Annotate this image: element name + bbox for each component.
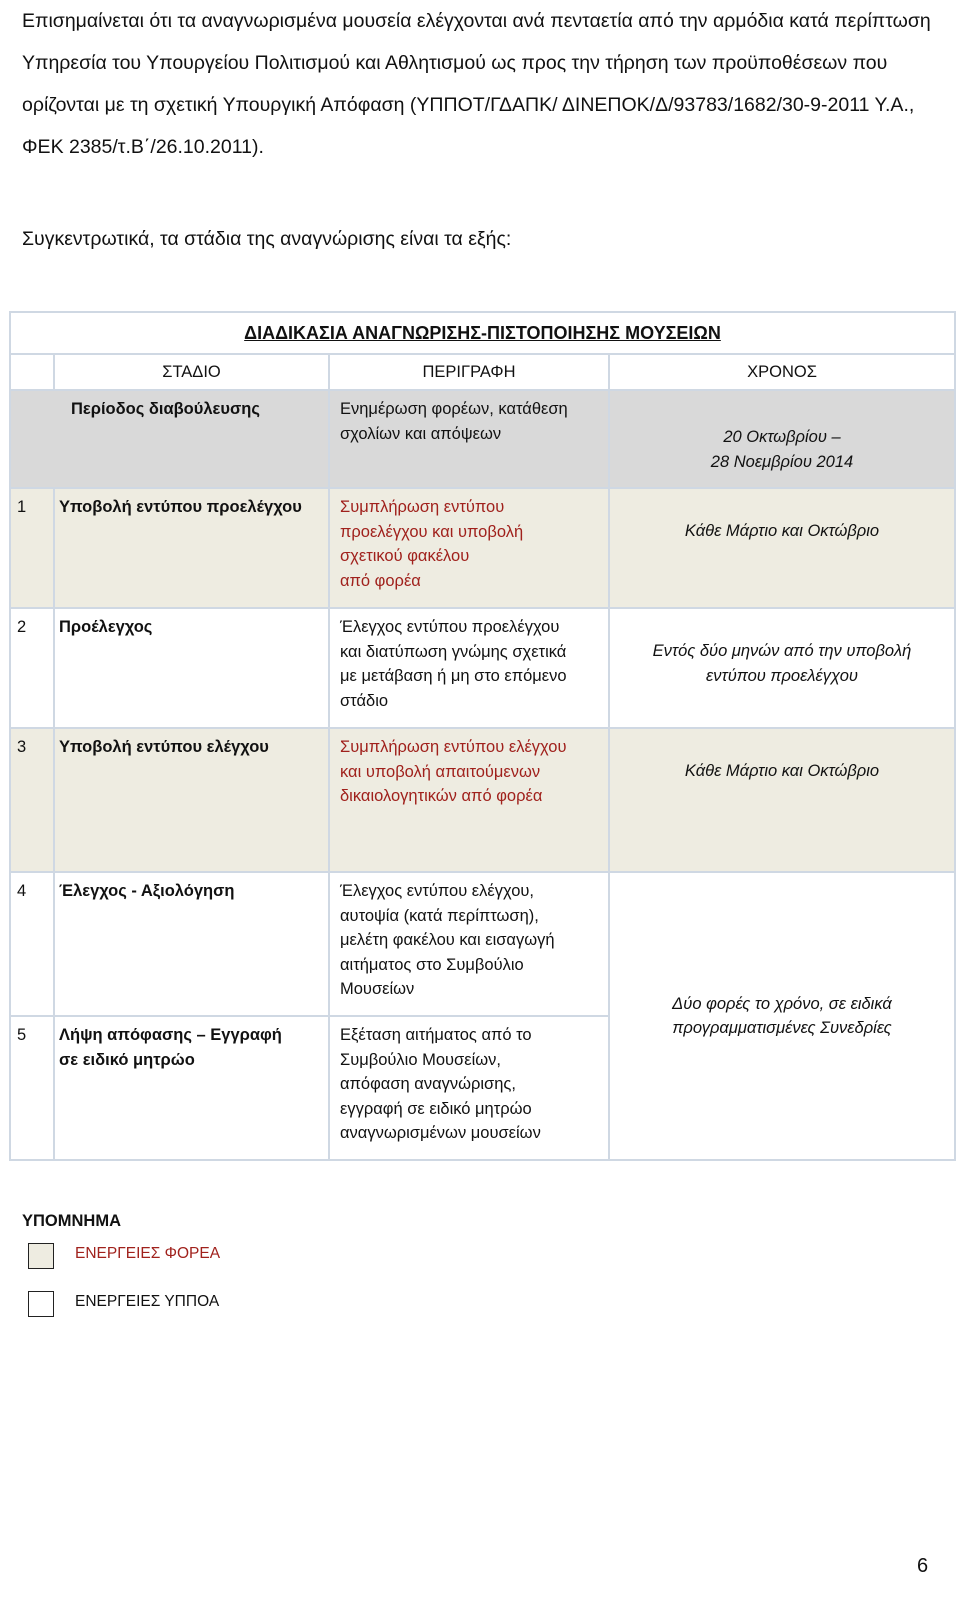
row-number: 4 (10, 872, 54, 1016)
header-description: ΠΕΡΙΓΡΑΦΗ (329, 354, 609, 390)
row-stage: Έλεγχος - Αξιολόγηση (54, 872, 329, 1016)
row-time: Εντός δύο μηνών από την υποβολή εντύπου προελέγχου (609, 608, 955, 728)
consultation-stage: Περίοδος διαβούλευσης (10, 390, 329, 488)
table-row (10, 728, 955, 872)
table-row (10, 872, 955, 1016)
legend-title: ΥΠΟΜΝΗΜΑ (22, 1212, 121, 1230)
row-description: Συμπλήρωση εντύπου ελέγχου και υποβολή απαιτούμενων δικαιολογητικών από φορέα (329, 728, 609, 872)
legend-swatch-foreas (28, 1243, 54, 1269)
row-time-shared: Δύο φορές το χρόνο, σε ειδικά προγραμματισμένες Συνεδρίες (609, 872, 955, 1160)
page-number: 6 (917, 1555, 929, 1577)
header-num (10, 354, 54, 390)
legend-swatch-yppoa (28, 1291, 54, 1317)
header-time: ΧΡΟΝΟΣ (609, 354, 955, 390)
museum-recognition-table (9, 311, 956, 1161)
table-title: ΔΙΑΔΙΚΑΣΙΑ ΑΝΑΓΝΩΡΙΣΗΣ-ΠΙΣΤΟΠΟΙΗΣΗΣ ΜΟΥΣΕΙΩΝ (10, 312, 955, 354)
row-description: Έλεγχος εντύπου προελέγχου και διατύπωση γνώμης σχετικά με μετάβαση ή μη στο επόμενο στάδιο (329, 608, 609, 728)
header-stage: ΣΤΑΔΙΟ (54, 354, 329, 390)
table-row (10, 488, 955, 608)
table-row (10, 608, 955, 728)
row-number: 3 (10, 728, 54, 872)
summary-sentence: Συγκεντρωτικά, τα στάδια της αναγνώρισης είναι τα εξής: (22, 228, 512, 250)
consultation-description: Ενημέρωση φορέων, κατάθεση σχολίων και απόψεων (329, 390, 609, 488)
row-stage: Λήψη απόφασης – Εγγραφή σε ειδικό μητρώο (54, 1016, 329, 1160)
row-description: Έλεγχος εντύπου ελέγχου, αυτοψία (κατά περίπτωση), μελέτη φακέλου και εισαγωγή αιτήματος στο Συμβούλιο Μουσείων (329, 872, 609, 1016)
legend-label-yppoa: ΕΝΕΡΓΕΙΕΣ ΥΠΠΟΑ (75, 1293, 220, 1310)
row-description: Συμπλήρωση εντύπου προελέγχου και υποβολή σχετικού φακέλου από φορέα (329, 488, 609, 608)
row-stage: Προέλεγχος (54, 608, 329, 728)
row-stage: Υποβολή εντύπου ελέγχου (54, 728, 329, 872)
consultation-time: 20 Οκτωβρίου – 28 Νοεμβρίου 2014 (609, 390, 955, 488)
legend-label-foreas: ΕΝΕΡΓΕΙΕΣ ΦΟΡΕΑ (75, 1245, 221, 1262)
row-description: Εξέταση αιτήματος από το Συμβούλιο Μουσείων, απόφαση αναγνώρισης, εγγραφή σε ειδικό μητρώο αναγνωρισμένων μουσείων (329, 1016, 609, 1160)
row-time: Κάθε Μάρτιο και Οκτώβριο (609, 488, 955, 608)
row-number: 2 (10, 608, 54, 728)
row-time: Κάθε Μάρτιο και Οκτώβριο (609, 728, 955, 872)
row-stage: Υποβολή εντύπου προελέγχου (54, 488, 329, 608)
table-row-consultation (10, 390, 955, 488)
row-number: 1 (10, 488, 54, 608)
intro-paragraph: Επισημαίνεται ότι τα αναγνωρισμένα μουσεία ελέγχονται ανά πενταετία από την αρμόδια κατά περίπτωση Υπηρεσία του Υπουργείου Πολιτισμού και Αθλητισμού ως προς την τήρηση των προϋποθέσεων που ορίζονται με τη σχετική Υπουργική Απόφαση (ΥΠΠΟΤ/ΓΔΑΠΚ/ ΔΙΝΕΠΟΚ/Δ/93783/1682/30-9-2011 Υ.Α., ΦΕΚ 2385/τ.Β΄/26.10.2011). (22, 10, 931, 158)
row-number: 5 (10, 1016, 54, 1160)
